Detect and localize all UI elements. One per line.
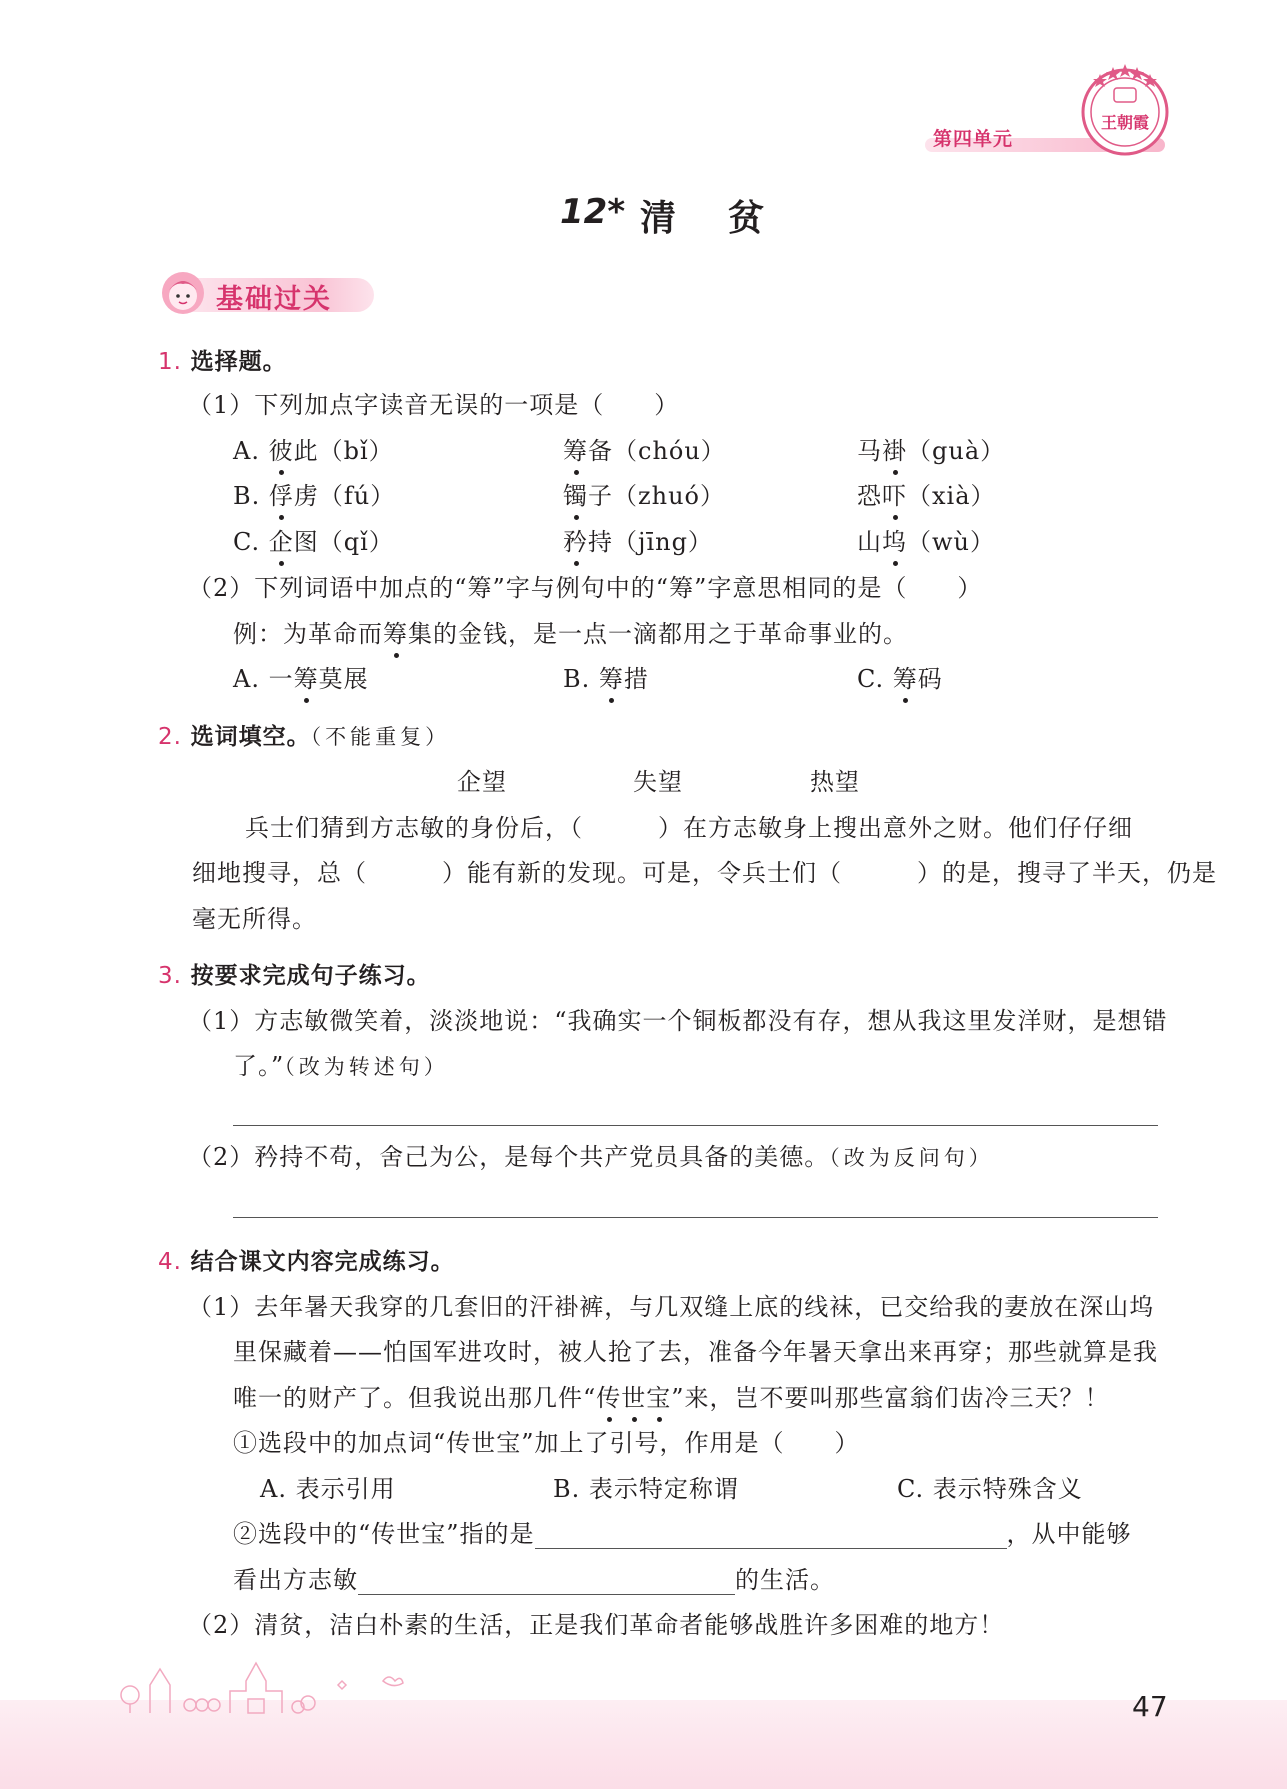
q1-option-row	[233, 527, 394, 557]
dotted-char: 筹	[598, 665, 624, 693]
q3-number: 3.	[158, 963, 182, 989]
q1-option-cell	[563, 481, 725, 511]
dotted-char: 俘	[268, 482, 294, 510]
q1-option-cell	[857, 436, 1005, 466]
dotted-char: 吓	[882, 482, 907, 510]
q1-option-cell	[857, 481, 996, 511]
option-label: A.	[233, 437, 260, 465]
q2-passage-line: 细地搜寻，总（ ）能有新的发现。可是，令兵士们（ ）的是，搜寻了半天，仍是	[192, 859, 1217, 887]
q4-sub2-text: ，从中能够	[1006, 1520, 1132, 1548]
option-text: 一	[268, 665, 294, 693]
q3-part2-line	[188, 1142, 994, 1173]
castle-illustration	[118, 1655, 418, 1715]
option-text: 码	[917, 665, 943, 693]
dotted-char: 褂	[882, 437, 907, 465]
q3-part1-line: （1）方志敏微笑着，淡淡地说：“我确实一个铜板都没有存，想从我这里发洋财，是想错	[188, 1007, 1168, 1035]
q4-sub2-text: 看出方志敏	[233, 1566, 358, 1594]
passage-text: ”来，岂不要叫那些富翁们齿冷三天？！	[671, 1384, 1110, 1412]
dotted-char: 筹	[563, 437, 588, 465]
q2-number: 2.	[158, 724, 182, 750]
section-label: 基础过关	[216, 284, 332, 315]
option-text: 虏（fú）	[293, 482, 396, 510]
unit-label: 第四单元	[933, 128, 1014, 150]
q1-heading	[158, 346, 287, 377]
option-text: （xià）	[907, 482, 996, 510]
option-text: 莫展	[318, 665, 369, 693]
dotted-char: 彼	[268, 437, 294, 465]
q1-option-cell	[563, 527, 713, 557]
dotted-char: 矜	[563, 528, 588, 556]
word-bank-item: 失望	[633, 768, 683, 796]
q3-part1-note: （改为转述句）	[284, 1055, 449, 1079]
q4-sub2-line	[233, 1519, 1132, 1549]
example-text: 集的金钱，是一点一滴都用之于革命事业的。	[408, 620, 908, 648]
option-text: 马	[857, 437, 882, 465]
q3-part1-text: 了。”	[233, 1052, 285, 1080]
lesson-title: 清 贫	[640, 198, 773, 239]
answer-line[interactable]	[233, 1217, 1158, 1218]
option-text: 山	[857, 528, 882, 556]
logo-text: 王朝霞	[1100, 113, 1150, 132]
dotted-char: 传	[596, 1384, 622, 1412]
answer-line[interactable]	[233, 1125, 1158, 1126]
q1-option-row	[233, 481, 395, 511]
q2-passage-line: 兵士们猜到方志敏的身份后，（ ）在方志敏身上搜出意外之财。他们仔仔细	[245, 814, 1133, 842]
q4-passage-line: （1）去年暑天我穿的几套旧的汗褂裤，与几双缝上底的线袜，已交给我的妻放在深山坞	[188, 1293, 1155, 1321]
option-text: 子（zhuó）	[588, 482, 726, 510]
q4-sub1-option: A. 表示引用	[260, 1475, 396, 1503]
q4-number: 4.	[158, 1249, 182, 1275]
dotted-char: 坞	[882, 528, 907, 556]
dotted-char: 筹	[892, 665, 918, 693]
option-text: 持（jīng）	[588, 528, 713, 556]
q2-note: （不能重复）	[310, 725, 451, 749]
q2-title: 选词填空。	[190, 724, 311, 750]
q2-heading	[158, 721, 450, 752]
option-text: （wù）	[907, 528, 995, 556]
q1-number: 1.	[158, 349, 182, 375]
option-label: C.	[857, 665, 885, 693]
q1-part2-option	[563, 664, 649, 694]
q4-part2-line: （2）清贫，洁白朴素的生活，正是我们革命者能够战胜许多困难的地方！	[188, 1611, 1005, 1639]
option-text: 备（chóu）	[588, 437, 726, 465]
passage-text: 唯一的财产了。但我说出那几件“	[233, 1384, 597, 1412]
dotted-char: 企	[268, 528, 294, 556]
q4-passage-line: 里保藏着——怕国军进攻时，被人抢了去，准备今年暑天拿出来再穿；那些就算是我	[233, 1338, 1158, 1366]
option-label: A.	[233, 665, 260, 693]
option-text: 措	[623, 665, 649, 693]
q1-part2-example	[233, 619, 908, 649]
q1-part2-option	[857, 664, 943, 694]
q1-part2-option	[233, 664, 369, 694]
q1-part2-stem: （2）下列词语中加点的“筹”字与例句中的“筹”字意思相同的是（ ）	[188, 574, 983, 602]
option-text: 此（bǐ）	[293, 437, 394, 465]
dotted-char: 镯	[563, 482, 588, 510]
q3-heading	[158, 960, 431, 991]
word-bank-item: 热望	[810, 768, 860, 796]
page-number: 47	[1132, 1690, 1168, 1723]
dotted-char: 宝	[646, 1384, 672, 1412]
q2-passage-line: 毫无所得。	[192, 905, 317, 933]
word-bank-item: 企望	[457, 768, 507, 796]
q3-part2-text: （2）矜持不苟，舍己为公，是每个共产党员具备的美德。	[188, 1143, 830, 1171]
option-label: B.	[563, 665, 591, 693]
q3-part1-line	[233, 1051, 449, 1082]
q4-passage-line	[233, 1383, 1110, 1413]
q1-title: 选择题。	[190, 349, 287, 375]
q1-option-cell	[857, 527, 995, 557]
answer-blank[interactable]	[358, 1569, 735, 1595]
q1-option-cell	[563, 436, 726, 466]
dotted-char: 筹	[383, 620, 408, 648]
answer-blank[interactable]	[535, 1523, 1007, 1549]
q4-sub1-stem: ①选段中的加点词“传世宝”加上了引号，作用是（ ）	[233, 1429, 860, 1457]
q1-part1-stem: （1）下列加点字读音无误的一项是（ ）	[188, 391, 680, 419]
q4-sub2-text: 的生活。	[735, 1566, 835, 1594]
q3-title: 按要求完成句子练习。	[190, 963, 431, 989]
option-text: 恐	[857, 482, 882, 510]
q4-sub2-text: ②选段中的“传世宝”指的是	[233, 1520, 535, 1548]
dotted-char: 世	[621, 1384, 647, 1412]
q1-option-row	[233, 436, 394, 466]
q3-part2-note: （改为反问句）	[829, 1146, 994, 1170]
q4-title: 结合课文内容完成练习。	[190, 1249, 455, 1275]
q4-sub2-line	[233, 1565, 835, 1595]
example-text: 例：为革命而	[233, 620, 383, 648]
q4-sub1-option: B. 表示特定称谓	[553, 1475, 739, 1503]
option-label: B.	[233, 482, 261, 510]
q4-heading	[158, 1246, 455, 1277]
option-text: （guà）	[907, 437, 1006, 465]
option-label: C.	[233, 528, 261, 556]
girl-avatar-icon	[160, 270, 206, 316]
option-text: 图（qǐ）	[293, 528, 394, 556]
lesson-number: 12*	[560, 192, 626, 232]
section-banner	[160, 270, 375, 316]
dotted-char: 筹	[293, 665, 319, 693]
q4-sub1-option: C. 表示特殊含义	[897, 1475, 1083, 1503]
brand-logo	[1070, 60, 1180, 160]
